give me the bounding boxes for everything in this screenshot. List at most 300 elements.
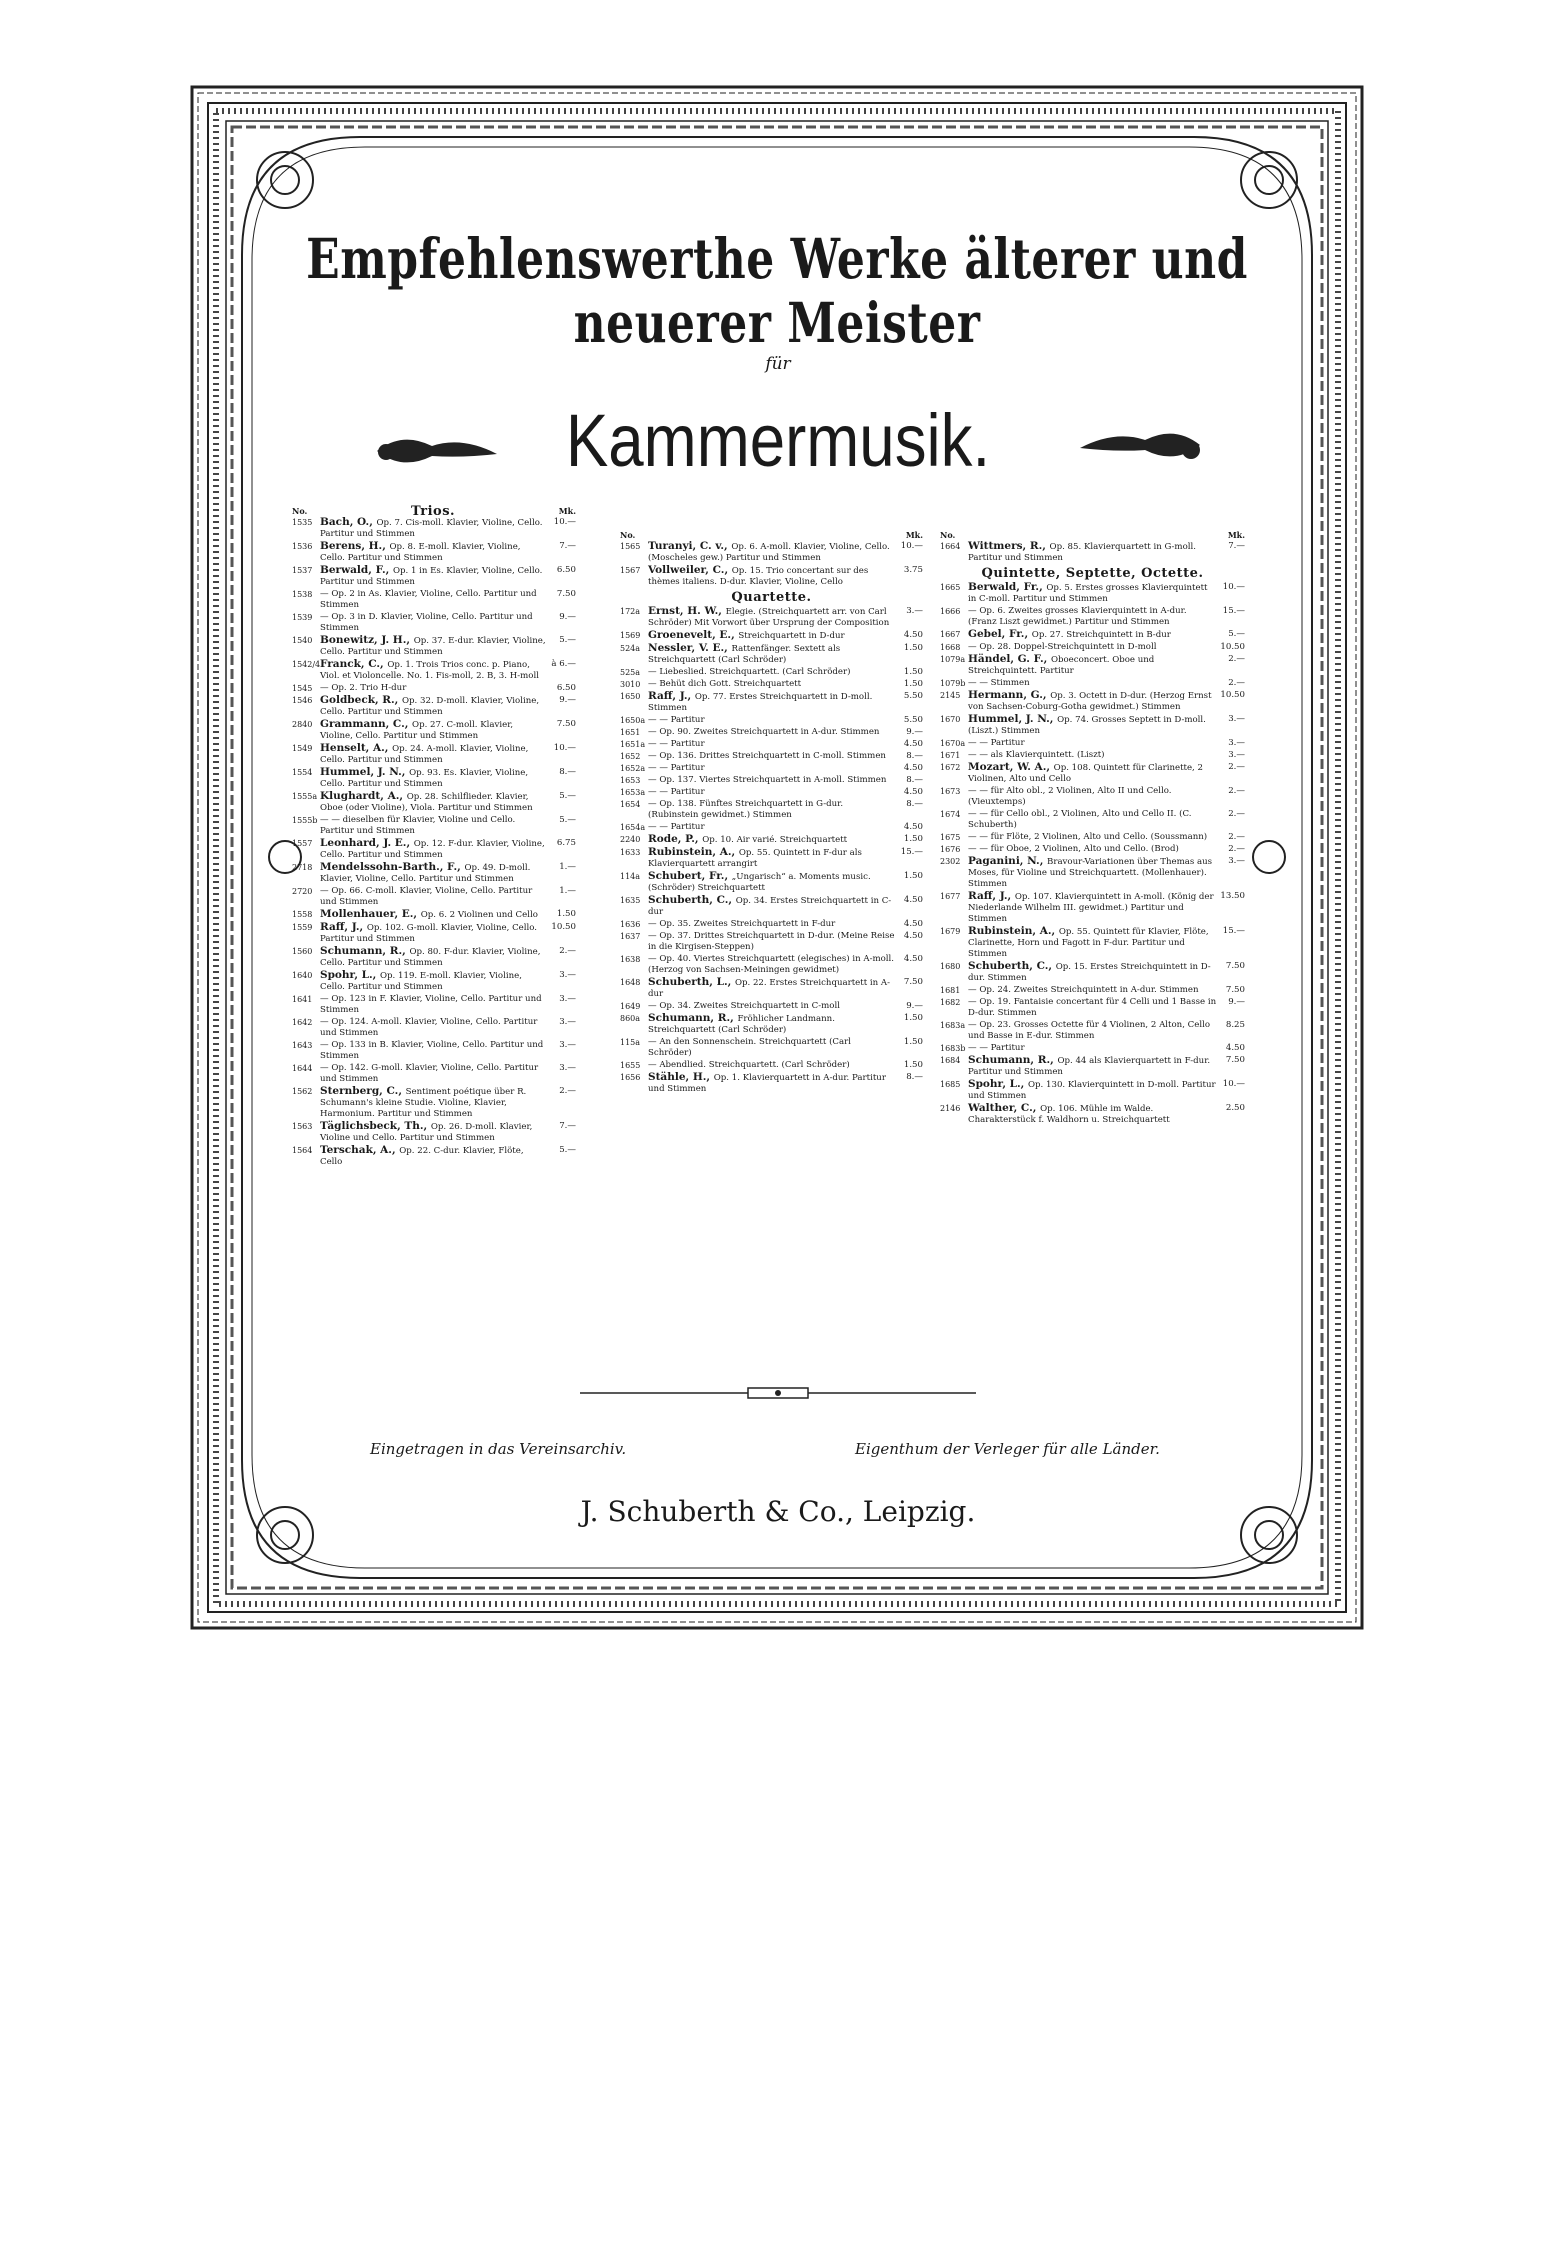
entry-body	[648, 715, 895, 726]
catalog-entry	[940, 891, 1245, 925]
catalog-entry	[620, 871, 923, 894]
entry-price: 1.50	[903, 1060, 923, 1070]
entry-body	[320, 743, 548, 766]
entry-number: 1681	[940, 986, 961, 995]
entry-number: 1638	[620, 955, 641, 964]
entry-number: 860a	[620, 1014, 641, 1023]
entry-number: 115a	[620, 1038, 641, 1047]
entry-price: à 6.—	[551, 659, 576, 669]
entry-number: 1642	[292, 1018, 313, 1027]
entry-list	[292, 517, 576, 1168]
entry-composer: Schuberth, L.,	[648, 976, 735, 988]
entry-description: Op. 49. D-moll. Klavier, Violine, Cello. Partitur und Stimmen	[320, 863, 531, 884]
entry-price: 9.—	[559, 612, 576, 622]
entry-number: 1557	[292, 839, 313, 848]
catalog-entry	[620, 541, 923, 564]
section-title-quintette: Quintette, Septette, Octette.	[981, 566, 1204, 581]
catalog-entry	[292, 517, 576, 540]
entry-description: Rattenfänger. Sextett als Streichquartett (Carl Schröder)	[648, 644, 841, 665]
entry-number: 1563	[292, 1122, 313, 1131]
main-title: Kammermusik.	[565, 399, 991, 482]
entry-number: 1549	[292, 744, 313, 753]
catalog-entry	[940, 738, 1245, 749]
entry-price: 5.—	[559, 791, 576, 801]
catalog-entry	[292, 1040, 576, 1062]
entry-number: 1673	[940, 787, 961, 796]
catalog-entry	[940, 750, 1245, 761]
entry-description: — Behüt dich Gott. Streichquartett	[648, 679, 802, 689]
entry-body	[648, 606, 895, 629]
entry-description: Bravour-Variationen über Themas aus Moses, für Violine und Streichquartett. (Mollenhauer). Stimmen	[968, 857, 1213, 889]
entry-number: 1665	[940, 583, 961, 592]
entry-price: 10.50	[1220, 642, 1245, 652]
entry-body	[320, 719, 548, 742]
entry-composer: Groenevelt, E.,	[648, 629, 739, 641]
entry-price: 8.—	[906, 775, 923, 785]
entry-number: 1666	[940, 607, 961, 616]
entry-body	[320, 922, 548, 945]
entry-description: — — Stimmen	[968, 678, 1030, 688]
entry-description: „Ungarisch“ a. Moments music. (Schröder) Streichquartett	[648, 872, 871, 893]
entry-composer: Berens, H.,	[320, 540, 390, 552]
entry-list	[620, 541, 923, 588]
catalog-entry	[292, 612, 576, 634]
catalog-entry	[292, 683, 576, 694]
entry-composer: Raff, J.,	[320, 921, 367, 933]
entry-number: 1079a	[940, 655, 966, 664]
entry-body	[320, 994, 548, 1016]
entry-composer: Rubinstein, A.,	[648, 846, 739, 858]
entry-number: 1540	[292, 636, 313, 645]
entry-composer: Spohr, L.,	[968, 1078, 1028, 1090]
entry-body	[968, 738, 1217, 749]
entry-price: 4.50	[903, 931, 923, 941]
entry-body	[648, 1072, 895, 1095]
entry-price: 2.—	[1228, 809, 1245, 819]
entry-number: 1636	[620, 920, 641, 929]
catalog-entry	[940, 961, 1245, 984]
entry-body	[320, 1040, 548, 1062]
catalog-entry	[940, 997, 1245, 1019]
entry-body	[968, 985, 1217, 996]
entry-body	[320, 541, 548, 564]
entry-body	[320, 1121, 548, 1144]
entry-price: 4.50	[903, 822, 923, 832]
entry-price: 10.50	[1220, 690, 1245, 700]
entry-number: 1545	[292, 684, 313, 693]
entry-number: 1676	[940, 845, 961, 854]
entry-composer: Raff, J.,	[648, 690, 695, 702]
entry-number: 1539	[292, 613, 313, 622]
entry-price: 3.—	[559, 1063, 576, 1073]
entry-price: 4.50	[903, 763, 923, 773]
catalog-entry	[940, 582, 1245, 605]
entry-number: 1652a	[620, 764, 646, 773]
entry-description: Op. 107. Klavierquintett in A-moll. (König der Niederlande Wilhelm III. gewidmet.) Partitur und Stimmen	[968, 892, 1214, 924]
entry-body	[320, 695, 548, 718]
entry-price: 1.50	[903, 834, 923, 844]
entry-number: 1683b	[940, 1044, 966, 1053]
entry-price: 9.—	[1228, 997, 1245, 1007]
entry-price: 7.50	[556, 719, 576, 729]
entry-description: Streichquartett in D-dur	[738, 631, 845, 641]
column-quintette	[940, 530, 1245, 1127]
entry-number: 1653a	[620, 788, 646, 797]
entry-number: 524a	[620, 644, 641, 653]
entry-body	[968, 582, 1217, 605]
entry-price: 7.50	[1225, 985, 1245, 995]
catalog-entry	[620, 822, 923, 833]
entry-number: 1654a	[620, 823, 646, 832]
catalog-entry	[292, 1121, 576, 1144]
entry-number: 1674	[940, 810, 961, 819]
col-label-mk: Mk.	[558, 506, 576, 516]
column-trios	[292, 506, 576, 1169]
entry-price: 4.50	[903, 954, 923, 964]
entry-price: 5.—	[559, 1145, 576, 1155]
entry-price: 7.—	[1228, 541, 1245, 551]
entry-price: 5.50	[903, 715, 923, 725]
catalog-entry	[620, 715, 923, 726]
entry-price: 10.50	[551, 922, 576, 932]
entry-price: 8.—	[906, 1072, 923, 1082]
entry-price: 4.50	[903, 630, 923, 640]
entry-number: 2720	[292, 887, 313, 896]
entry-description: — An den Sonnenschein. Streichquartett (Carl Schröder)	[648, 1037, 851, 1058]
leaf-ornament-right-icon	[1075, 420, 1205, 470]
catalog-entry	[620, 799, 923, 821]
entry-number: 2240	[620, 835, 641, 844]
catalog-entry	[940, 856, 1245, 890]
catalog-entry	[620, 691, 923, 714]
entry-description: — Liebeslied. Streichquartett. (Carl Schröder)	[648, 667, 851, 677]
entry-composer: Schubert, Fr.,	[648, 870, 732, 882]
entry-body	[968, 690, 1217, 713]
entry-price: 1.50	[903, 667, 923, 677]
catalog-entry	[940, 1020, 1245, 1042]
entry-composer: Turanyi, C. v.,	[648, 540, 732, 552]
entry-description: Op. 27. Streichquintett in B-dur	[1031, 630, 1171, 640]
entry-composer: Täglichsbeck, Th.,	[320, 1120, 431, 1132]
entry-price: 10.—	[1222, 582, 1245, 592]
entry-list	[940, 541, 1245, 564]
entry-body	[648, 799, 895, 821]
entry-body	[968, 1043, 1217, 1054]
catalog-entry	[940, 844, 1245, 855]
catalog-entry	[620, 763, 923, 774]
entry-body	[968, 844, 1217, 855]
entry-composer: Schumann, R.,	[968, 1054, 1058, 1066]
catalog-entry	[620, 931, 923, 953]
entry-body	[648, 919, 895, 930]
entry-composer: Nessler, V. E.,	[648, 642, 732, 654]
entry-description: — — Partitur	[648, 715, 705, 725]
catalog-entry	[940, 832, 1245, 843]
entry-description: Op. 93. Es. Klavier, Violine, Cello. Partitur und Stimmen	[320, 768, 529, 789]
entry-body	[968, 891, 1217, 925]
entry-composer: Hummel, J. N.,	[968, 713, 1058, 725]
entry-number: 1677	[940, 892, 961, 901]
entry-number: 114a	[620, 872, 641, 881]
entry-number: 1635	[620, 896, 641, 905]
entry-body	[320, 791, 548, 814]
entry-composer: Paganini, N.,	[968, 855, 1048, 867]
entry-body	[648, 679, 895, 690]
catalog-entry	[292, 565, 576, 588]
entry-number: 2302	[940, 857, 961, 866]
entry-composer: Stähle, H.,	[648, 1071, 714, 1083]
entry-price: 6.50	[556, 683, 576, 693]
entry-description: Op. 3. Octett in D-dur. (Herzog Ernst von Sachsen-Coburg-Gotha gewidmet.) Stimmen	[968, 691, 1212, 712]
entry-body	[648, 691, 895, 714]
entry-number: 1672	[940, 763, 961, 772]
entry-price: 1.50	[903, 643, 923, 653]
entry-composer: Henselt, A.,	[320, 742, 393, 754]
entry-composer: Walther, C.,	[968, 1102, 1041, 1114]
entry-number: 1564	[292, 1146, 313, 1155]
entry-body	[320, 1086, 548, 1120]
catalog-entry	[292, 1017, 576, 1039]
entry-description: Sentiment poétique über R. Schumann's kleine Studie. Violine, Klavier, Harmonium. Partitur und Stimmen	[320, 1087, 527, 1119]
entry-description: Op. 1. Klavierquartett in A-dur. Partitur und Stimmen	[648, 1073, 886, 1094]
catalog-entry	[292, 994, 576, 1016]
entry-number: 1653	[620, 776, 641, 785]
entry-price: 4.50	[903, 787, 923, 797]
entry-body	[648, 822, 895, 833]
entry-body	[968, 997, 1217, 1019]
entry-description: Op. 77. Erstes Streichquartett in D-moll. Stimmen	[648, 692, 873, 713]
entry-body	[648, 775, 895, 786]
entry-description: — — für Flöte, 2 Violinen, Alto und Cello. (Soussmann)	[968, 832, 1208, 842]
entry-description: Op. 5. Erstes grosses Klavierquintett in C-moll. Partitur und Stimmen	[968, 583, 1208, 604]
entry-composer: Franck, C.,	[320, 658, 388, 670]
entry-composer: Rubinstein, A.,	[968, 925, 1059, 937]
catalog-entry	[292, 767, 576, 790]
entry-number: 1637	[620, 932, 641, 941]
entry-description: — — Partitur	[968, 738, 1025, 748]
catalog-entry	[620, 606, 923, 629]
entry-composer: Terschak, A.,	[320, 1144, 400, 1156]
entry-number: 1684	[940, 1056, 961, 1065]
entry-body	[968, 1020, 1217, 1042]
entry-number: 1542/4	[292, 660, 321, 669]
entry-price: 9.—	[559, 695, 576, 705]
entry-number: 1565	[620, 542, 641, 551]
entry-description: Op. 1. Trois Trios conc. p. Piano, Viol. et Violoncelle. No. 1. Fis-moll, 2. B, 3. H-moll	[320, 660, 539, 681]
entry-body	[968, 1079, 1217, 1102]
entry-price: 1.—	[559, 886, 576, 896]
entry-number: 1650	[620, 692, 641, 701]
col-label-no: No.	[940, 530, 956, 540]
entry-description: — Op. 66. C-moll. Klavier, Violine, Cello. Partitur und Stimmen	[320, 886, 533, 907]
entry-body	[968, 1103, 1217, 1126]
entry-price: 7.—	[559, 1121, 576, 1131]
entry-price: 1.50	[903, 1013, 923, 1023]
entry-composer: Bach, O.,	[320, 516, 377, 528]
catalog-entry	[292, 695, 576, 718]
entry-number: 1633	[620, 848, 641, 857]
entry-description: — Op. 6. Zweites grosses Klavierquintett in A-dur. (Franz Liszt gewidmet.) Partitur und Stimmen	[968, 606, 1187, 627]
entry-description: Op. 119. E-moll. Klavier, Violine, Cello. Partitur und Stimmen	[320, 971, 522, 992]
entry-description: Op. 80. F-dur. Klavier, Violine, Cello. Partitur und Stimmen	[320, 947, 541, 968]
catalog-entry	[940, 654, 1245, 677]
catalog-entry	[940, 1043, 1245, 1054]
entry-body	[648, 1037, 895, 1059]
entry-description: Op. 1 in Es. Klavier, Violine, Cello. Partitur und Stimmen	[320, 566, 543, 587]
publisher-imprint: J. Schuberth & Co., Leipzig.	[580, 1495, 976, 1528]
entry-description: — Op. 35. Zweites Streichquartett in F-dur	[648, 919, 836, 929]
entry-number: 2146	[940, 1104, 961, 1113]
entry-number: 1643	[292, 1041, 313, 1050]
entry-description: — Op. 124. A-moll. Klavier, Violine, Cello. Partitur und Stimmen	[320, 1017, 538, 1038]
entry-price: 6.50	[556, 565, 576, 575]
entry-price: 8.25	[1225, 1020, 1245, 1030]
entry-body	[968, 642, 1217, 653]
entry-body	[648, 751, 895, 762]
entry-price: 7.50	[1225, 961, 1245, 971]
entry-number: 1554	[292, 768, 313, 777]
entry-number: 1555a	[292, 792, 318, 801]
entry-number: 1546	[292, 696, 313, 705]
catalog-entry	[940, 1079, 1245, 1102]
entry-price: 3.—	[559, 1017, 576, 1027]
entry-number: 1654	[620, 800, 641, 809]
catalog-entry	[620, 1060, 923, 1071]
entry-body	[968, 786, 1217, 808]
entry-price: 5.—	[559, 635, 576, 645]
entry-description: Op. 85. Klavierquartett in G-moll. Partitur und Stimmen	[968, 542, 1196, 563]
entry-number: 172a	[620, 607, 641, 616]
catalog-entry	[940, 642, 1245, 653]
catalog-entry	[620, 1037, 923, 1059]
entry-price: 10.—	[900, 541, 923, 551]
entry-composer: Spohr, L.,	[320, 969, 380, 981]
entry-composer: Bonewitz, J. H.,	[320, 634, 414, 646]
entry-price: 2.—	[1228, 786, 1245, 796]
entry-body	[320, 886, 548, 908]
entry-description: Op. 44 als Klavierquartett in F-dur. Partitur und Stimmen	[968, 1056, 1211, 1077]
entry-body	[648, 834, 895, 846]
entry-body	[968, 762, 1217, 785]
catalog-entry	[620, 787, 923, 798]
entry-description: Op. 55. Quintett in F-dur als Klavierquartett arrangirt	[648, 848, 862, 869]
entry-body	[648, 977, 895, 1000]
entry-description: Op. 74. Grosses Septett in D-moll. (Liszt.) Stimmen	[968, 715, 1206, 736]
entry-body	[320, 565, 548, 588]
catalog-entry	[940, 714, 1245, 737]
entry-composer: Gebel, Fr.,	[968, 628, 1032, 640]
entry-description: — — Partitur	[648, 822, 705, 832]
entry-number: 1555b	[292, 816, 318, 825]
entry-price: 9.—	[906, 1001, 923, 1011]
catalog-entry	[292, 1086, 576, 1120]
catalog-entry	[292, 946, 576, 969]
entry-description: Op. 130. Klavierquintett in D-moll. Partitur und Stimmen	[968, 1080, 1216, 1101]
entry-description: Op. 26. D-moll. Klavier, Violine und Cello. Partitur und Stimmen	[320, 1122, 533, 1143]
catalog-entry	[292, 589, 576, 611]
entry-description: — Op. 142. G-moll. Klavier, Violine, Cello. Partitur und Stimmen	[320, 1063, 539, 1084]
entry-price: 2.—	[559, 946, 576, 956]
column-quartette	[620, 530, 923, 1096]
entry-body	[648, 541, 895, 564]
footer-registration: Eingetragen in das Vereinsarchiv.	[370, 1440, 627, 1458]
entry-price: 7.—	[559, 541, 576, 551]
entry-price: 1.50	[903, 679, 923, 689]
entry-price: 4.50	[1225, 1043, 1245, 1053]
entry-body	[648, 630, 895, 642]
catalog-entry	[292, 743, 576, 766]
entry-number: 1655	[620, 1061, 641, 1070]
entry-price: 1.50	[903, 871, 923, 881]
catalog-entry	[940, 606, 1245, 628]
entry-price: 3.—	[559, 994, 576, 1004]
entry-price: 1.50	[556, 909, 576, 919]
entry-price: 2.—	[559, 1086, 576, 1096]
entry-price: 3.—	[906, 606, 923, 616]
entry-description: — Op. 2. Trio H-dur	[320, 683, 407, 693]
entry-price: 15.—	[900, 847, 923, 857]
entry-body	[968, 606, 1217, 628]
entry-number: 1668	[940, 643, 961, 652]
entry-composer: Mollenhauer, E.,	[320, 908, 421, 920]
entry-description: Op. 6. 2 Violinen und Cello	[420, 910, 538, 920]
entry-number: 1679	[940, 927, 961, 936]
entry-body	[968, 654, 1217, 677]
entry-price: 8.—	[906, 799, 923, 809]
entry-body	[320, 909, 548, 921]
entry-number: 3010	[620, 680, 641, 689]
entry-composer: Hummel, J. N.,	[320, 766, 410, 778]
catalog-entry	[940, 786, 1245, 808]
catalog-entry	[620, 727, 923, 738]
entry-composer: Berwald, F.,	[320, 564, 393, 576]
entry-number: 1569	[620, 631, 641, 640]
catalog-entry	[620, 643, 923, 666]
entry-description: — — Partitur	[648, 739, 705, 749]
entry-body	[968, 926, 1217, 960]
section-title-quartette: Quartette.	[731, 590, 812, 605]
entry-composer: Goldbeck, R.,	[320, 694, 402, 706]
entry-description: Op. 15. Erstes Streichquintett in D-dur. Stimmen	[968, 962, 1211, 983]
entry-body	[968, 1055, 1217, 1078]
entry-price: 2.—	[1228, 654, 1245, 664]
catalog-entry	[292, 719, 576, 742]
catalog-entry	[620, 1072, 923, 1095]
entry-price: 3.—	[1228, 738, 1245, 748]
entry-number: 1651	[620, 728, 641, 737]
entry-body	[320, 815, 548, 837]
entry-number: 1649	[620, 1002, 641, 1011]
entry-composer: Ernst, H. W.,	[648, 605, 726, 617]
entry-body	[968, 714, 1217, 737]
entry-description: Op. 27. C-moll. Klavier, Violine, Cello. Partitur und Stimmen	[320, 720, 514, 741]
entry-price: 15.—	[1222, 926, 1245, 936]
entry-list	[620, 606, 923, 1095]
catalog-entry	[620, 565, 923, 588]
catalog-entry	[620, 1001, 923, 1012]
entry-description: Op. 37. E-dur. Klavier, Violine, Cello. Partitur und Stimmen	[320, 636, 546, 657]
entry-body	[320, 589, 548, 611]
entry-description: Op. 106. Mühle im Walde. Charakterstück f. Waldhorn u. Streichquartett	[968, 1104, 1170, 1125]
entry-description: — Op. 138. Fünftes Streichquartett in G-dur. (Rubinstein gewidmet.) Stimmen	[648, 799, 844, 820]
entry-price: 10.—	[1222, 1079, 1245, 1089]
entry-description: — Op. 90. Zweites Streichquartett in A-dur. Stimmen	[648, 727, 880, 737]
headline: Empfehlenswerthe Werke älterer und neuerer Meister	[306, 228, 1248, 356]
entry-description: Oboeconcert. Oboe und Streichquintett. Partitur	[968, 655, 1155, 676]
catalog-entry	[620, 847, 923, 870]
catalog-entry	[292, 541, 576, 564]
entry-price: 15.—	[1222, 606, 1245, 616]
